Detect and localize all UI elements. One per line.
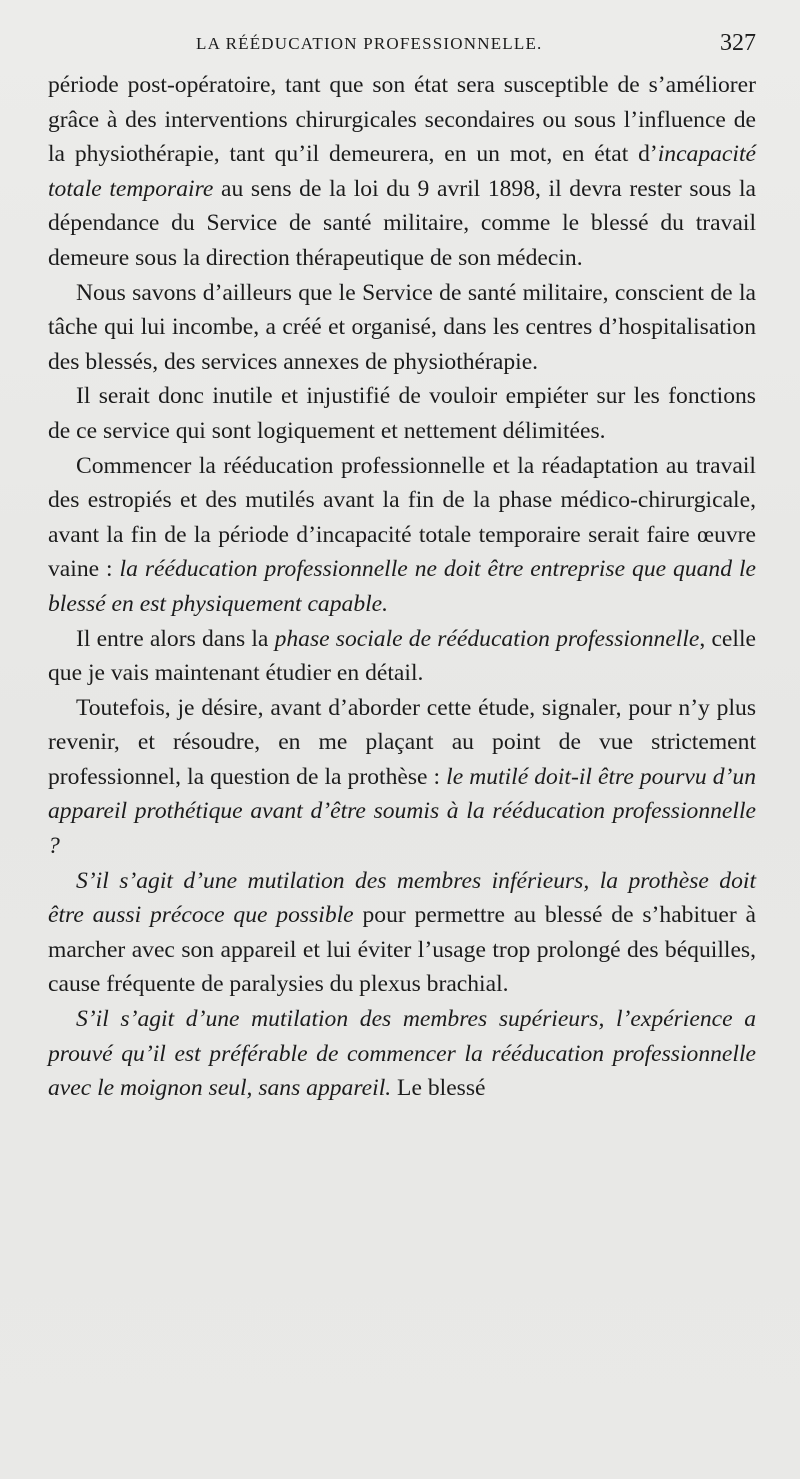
paragraph-7 — [48, 864, 756, 1002]
text-run: Nous savons d’ailleurs que le Service de santé militaire, conscient de la tâche qui lui incombe, a créé et organisé, dans les centres d’hospitalisation des blessés, des services annexes de physiothérapie. — [48, 279, 756, 375]
text-run: Le blessé — [391, 1075, 486, 1102]
italic-text-run: S’il s’agit d’une mutilation des membres supérieurs, l’expérience a prouvé qu’il est préférable de commencer la rééducation professionnelle avec le moignon seul, sans appareil. — [48, 1006, 756, 1102]
italic-text-run: phase sociale de rééducation professionnelle — [274, 625, 700, 652]
italic-text-run: incapacité totale temporaire — [48, 141, 756, 202]
italic-text-run: la rééducation professionnelle ne doit être entreprise que quand le blessé en est physiquement capable. — [48, 556, 756, 617]
body-text — [48, 68, 756, 1106]
paragraph-8 — [48, 1002, 756, 1106]
text-run: Toutefois, je désire, avant d’aborder cette étude, signaler, pour n’y plus revenir, et résoudre, en me plaçant au point de vue strictement professionnel, la question de la prothèse : — [48, 694, 756, 790]
paragraph-3 — [48, 379, 756, 448]
text-run: Il serait donc inutile et injustifié de vouloir empiéter sur les fonctions de ce service qui sont logiquement et nettement délimitées. — [48, 383, 756, 444]
text-run: pour permettre au blessé de s’habituer à marcher avec son appareil et lui éviter l’usage trop prolongé des béquilles, cause fréquente de paralysies du plexus brachial. — [48, 902, 757, 998]
running-title: LA RÉÉDUCATION PROFESSIONNELLE. — [196, 34, 543, 53]
paragraph-6 — [48, 691, 756, 864]
italic-text-run: le mutilé doit-il être pourvu d’un appareil prothétique avant d’être soumis à la rééducation professionnelle ? — [48, 763, 756, 860]
paragraph-5 — [48, 622, 756, 691]
running-head — [48, 30, 760, 60]
text-run: Il entre alors dans la — [76, 625, 275, 652]
paragraph-4 — [48, 449, 756, 622]
paragraph-2 — [48, 276, 756, 380]
italic-text-run: S’il s’agit d’une mutilation des membres inférieurs, la prothèse doit être aussi précoce que possible — [48, 867, 756, 929]
paragraph-1 — [48, 68, 756, 276]
text-run: , celle que je vais maintenant étudier en détail. — [48, 625, 756, 687]
text-run: Commencer la rééducation professionnelle et la réadaptation au travail des estropiés et des mutilés avant la fin de la phase médico-chirurgicale, avant la fin de la période d’incapacité totale temporaire serait faire œuvre vaine : — [48, 452, 756, 583]
text-run: au sens de la loi du 9 avril 1898, il devra rester sous la dépendance du Service de santé militaire, comme le blessé du travail demeure sous la direction thérapeutique de son médecin. — [48, 175, 756, 271]
page-number: 327 — [720, 30, 756, 56]
text-run: période post-opératoire, tant que son état sera susceptible de s’améliorer grâce à des interventions chirurgicales secondaires ou sous l’influence de la physiothérapie, tant qu’il demeurera, en un mot, en état d’ — [48, 72, 756, 168]
